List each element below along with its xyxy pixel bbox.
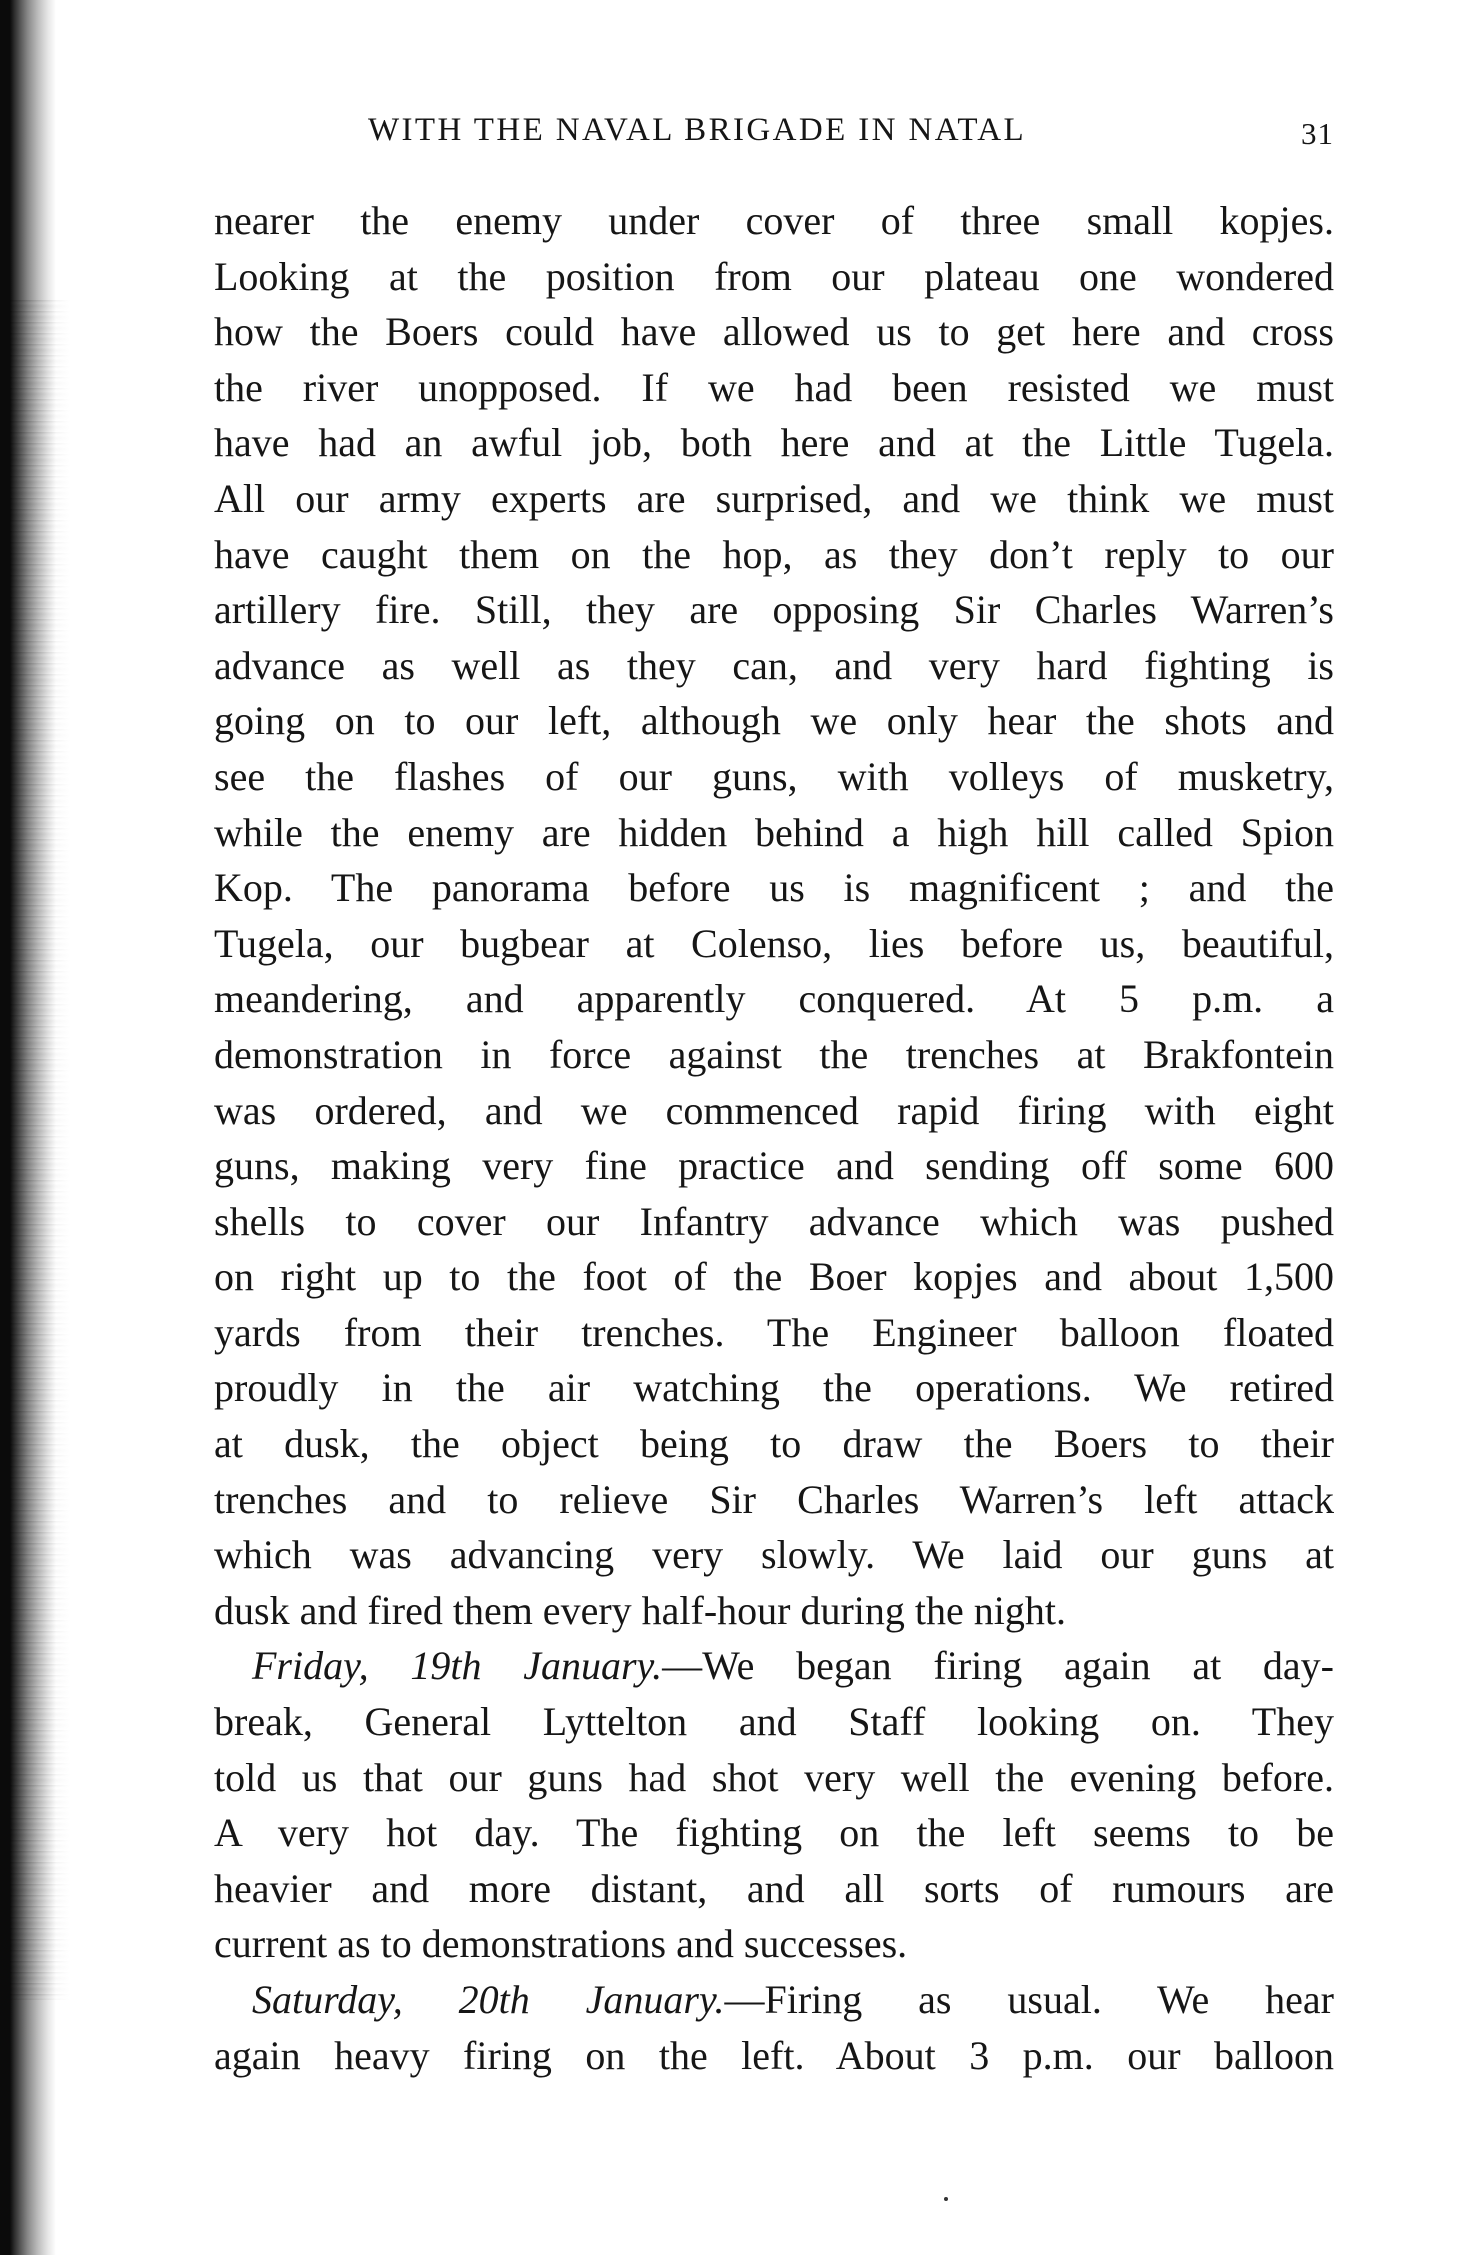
body-line: All our army experts are surprised, and we think we must: [214, 475, 1334, 521]
body-line: break, General Lyttelton and Staff looking on. They: [214, 1699, 1334, 1745]
body-line: advance as well as they can, and very hard fighting is: [214, 642, 1334, 688]
body-line: the river unopposed. If we had been resisted we must: [214, 364, 1334, 410]
page-number: 31: [1301, 116, 1334, 151]
running-title: WITH THE NAVAL BRIGADE IN NATAL: [368, 112, 1027, 148]
body-line: Looking at the position from our plateau one wondered: [214, 253, 1334, 299]
body-line: Kop. The panorama before us is magnificent ; and the: [214, 865, 1334, 911]
body-line: have caught them on the hop, as they don’t reply to our: [214, 531, 1334, 577]
print-speck: [944, 2197, 948, 2201]
body-line: was ordered, and we commenced rapid firing with eight: [214, 1087, 1334, 1133]
body-line: on right up to the foot of the Boer kopjes and about 1,500: [214, 1254, 1334, 1300]
diary-entry-saturday-first-line: [214, 1972, 1334, 2028]
body-line: how the Boers could have allowed us to get here and cross: [214, 309, 1334, 355]
body-line: demonstration in force against the trenches at Brakfontein: [214, 1031, 1334, 1077]
diary-text-saturday-start: —Firing as usual. We hear: [724, 1977, 1334, 2022]
body-line: meandering, and apparently conquered. At 5 p.m. a: [214, 976, 1334, 1022]
body-line: artillery fire. Still, they are opposing Sir Charles Warren’s: [214, 587, 1334, 633]
body-line: guns, making very fine practice and sending off some 600: [214, 1143, 1334, 1189]
body-line: proudly in the air watching the operations. We retired: [214, 1365, 1334, 1411]
body-line: current as to demonstrations and successes.: [214, 1921, 908, 1967]
body-line: heavier and more distant, and all sorts of rumours are: [214, 1865, 1334, 1911]
body-line: shells to cover our Infantry advance which was pushed: [214, 1198, 1334, 1244]
diary-date-saturday: Saturday, 20th January.: [252, 1977, 725, 2022]
body-line: which was advancing very slowly. We laid our guns at: [214, 1532, 1334, 1578]
body-line: yards from their trenches. The Engineer balloon floated: [214, 1309, 1334, 1355]
body-line: have had an awful job, both here and at the Little Tugela.: [214, 420, 1334, 466]
running-head: [214, 108, 1334, 158]
page-body: [214, 193, 1334, 2083]
body-line: nearer the enemy under cover of three small kopjes.: [214, 198, 1334, 243]
body-line: Tugela, our bugbear at Colenso, lies before us, beautiful,: [214, 920, 1334, 966]
body-line: A very hot day. The fighting on the left seems to be: [214, 1810, 1334, 1856]
diary-text-friday-start: —We began firing again at day-: [662, 1643, 1335, 1689]
diary-date-friday: Friday, 19th January.: [252, 1643, 663, 1689]
body-line: see the flashes of our guns, with volleys of musketry,: [214, 753, 1334, 799]
body-line: again heavy firing on the left. About 3 p.m. our balloon: [214, 2032, 1334, 2078]
body-line: dusk and fired them every half-hour during the night.: [214, 1587, 1066, 1633]
binding-texture: [10, 300, 70, 2000]
body-line: while the enemy are hidden behind a high hill called Spion: [214, 809, 1334, 855]
body-line: told us that our guns had shot very well the evening before.: [214, 1754, 1334, 1800]
body-line: going on to our left, although we only hear the shots and: [214, 698, 1334, 744]
diary-entry-friday-first-line: [214, 1638, 1334, 1694]
body-line: trenches and to relieve Sir Charles Warren’s left attack: [214, 1476, 1334, 1522]
body-line: at dusk, the object being to draw the Boers to their: [214, 1421, 1334, 1467]
